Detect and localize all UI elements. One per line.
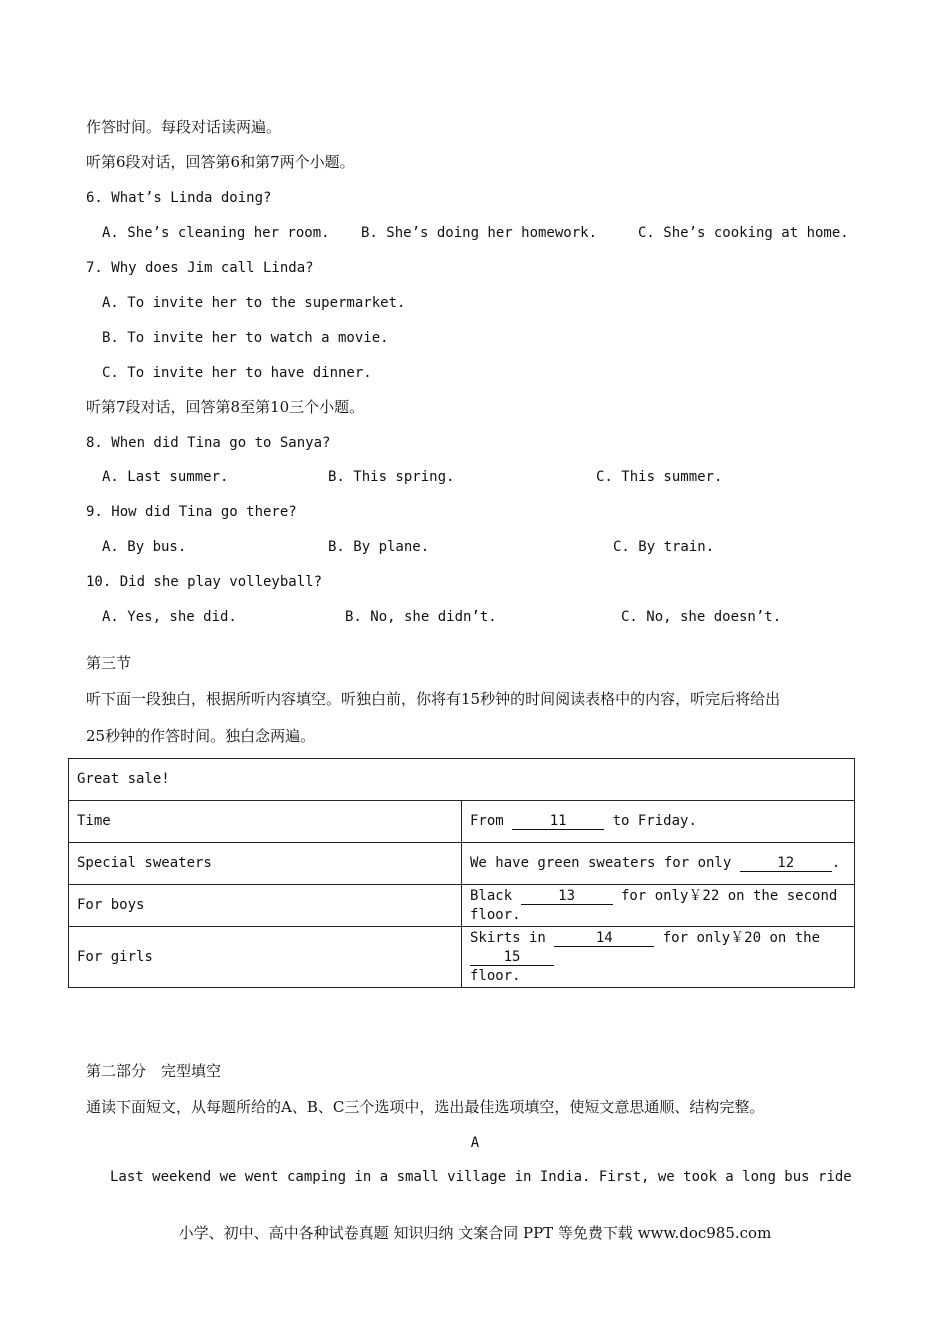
row-value-time <box>462 801 855 843</box>
blank-15: 15 <box>470 949 554 966</box>
text-segment: Skirts in <box>470 929 555 946</box>
text-segment: Black <box>470 887 521 904</box>
q8-option-c: C. This summer. <box>596 469 723 485</box>
page-footer: 小学、初中、高中各种试卷真题 知识归纳 文案合同 PPT 等免费下载 www.doc985.com <box>178 1224 772 1242</box>
blank-11: 11 <box>512 813 604 830</box>
q10-option-b: B. No, she didn’t. <box>345 609 497 625</box>
section3-instruction-1: 听下面一段独白，根据所听内容填空。听独白前，你将有15秒钟的时间阅读表格中的内容，听完后将给出 <box>86 690 781 708</box>
row-label-time: Time <box>69 801 462 843</box>
row-value-boys <box>462 885 855 927</box>
intro-line: 作答时间。每段对话读两遍。 <box>86 118 282 136</box>
sale-table <box>68 758 855 988</box>
table-row <box>69 885 855 927</box>
row-label-girls: For girls <box>69 927 462 988</box>
q6-option-c: C. She’s cooking at home. <box>638 225 849 241</box>
q9-option-c: C. By train. <box>613 539 715 555</box>
row-label-boys: For boys <box>69 885 462 927</box>
dialogue6-instruction: 听第6段对话，回答第6和第7两个小题。 <box>86 153 355 171</box>
table-header: Great sale! <box>69 759 855 801</box>
row-value-sweaters <box>462 843 855 885</box>
q7-option-c: C. To invite her to have dinner. <box>102 365 372 381</box>
q10-option-c: C. No, she doesn’t. <box>621 609 782 625</box>
text-segment: We have green sweaters for only <box>470 855 740 871</box>
question-7: 7. Why does Jim call Linda? <box>86 260 314 276</box>
passage-label: A <box>470 1135 480 1151</box>
blank-12: 12 <box>740 855 832 872</box>
q6-option-b: B. She’s doing her homework. <box>361 225 598 241</box>
text-segment: From <box>470 813 513 829</box>
text-segment: to Friday. <box>604 813 697 829</box>
blank-14: 14 <box>554 930 654 947</box>
q9-option-a: A. By bus. <box>102 539 187 555</box>
q10-option-a: A. Yes, she did. <box>102 609 237 625</box>
text-segment: . <box>831 855 841 871</box>
table-row <box>69 927 855 988</box>
blank-13: 13 <box>521 888 613 905</box>
question-10: 10. Did she play volleyball? <box>86 574 323 590</box>
dialogue7-instruction: 听第7段对话，回答第8至第10三个小题。 <box>86 398 365 416</box>
row-label-sweaters: Special sweaters <box>69 843 462 885</box>
q8-option-a: A. Last summer. <box>102 469 229 485</box>
q8-option-b: B. This spring. <box>328 469 455 485</box>
passage-first-line: Last weekend we went camping in a small village in India. First, we took a long bus ride <box>110 1169 852 1185</box>
text-segment: for only￥20 on the <box>654 929 821 946</box>
text-segment: floor. <box>470 967 521 984</box>
section3-instruction-2: 25秒钟的作答时间。独白念两遍。 <box>86 727 316 745</box>
question-6: 6. What’s Linda doing? <box>86 190 272 206</box>
part2-instruction: 通读下面短文，从每题所给的A、B、C三个选项中，选出最佳选项填空，使短文意思通顺、结构完整。 <box>86 1098 765 1116</box>
table-header-row <box>69 759 855 801</box>
table-row <box>69 843 855 885</box>
section3-title: 第三节 <box>86 654 132 672</box>
table-row <box>69 801 855 843</box>
row-value-girls <box>462 927 855 988</box>
text-segment: for only￥22 on the second floor. <box>470 887 838 923</box>
question-8: 8. When did Tina go to Sanya? <box>86 435 331 451</box>
q9-option-b: B. By plane. <box>328 539 430 555</box>
question-9: 9. How did Tina go there? <box>86 504 297 520</box>
part2-title: 第二部分 完型填空 <box>86 1062 222 1080</box>
q7-option-a: A. To invite her to the supermarket. <box>102 295 406 311</box>
q6-option-a: A. She’s cleaning her room. <box>102 225 330 241</box>
q7-option-b: B. To invite her to watch a movie. <box>102 330 389 346</box>
